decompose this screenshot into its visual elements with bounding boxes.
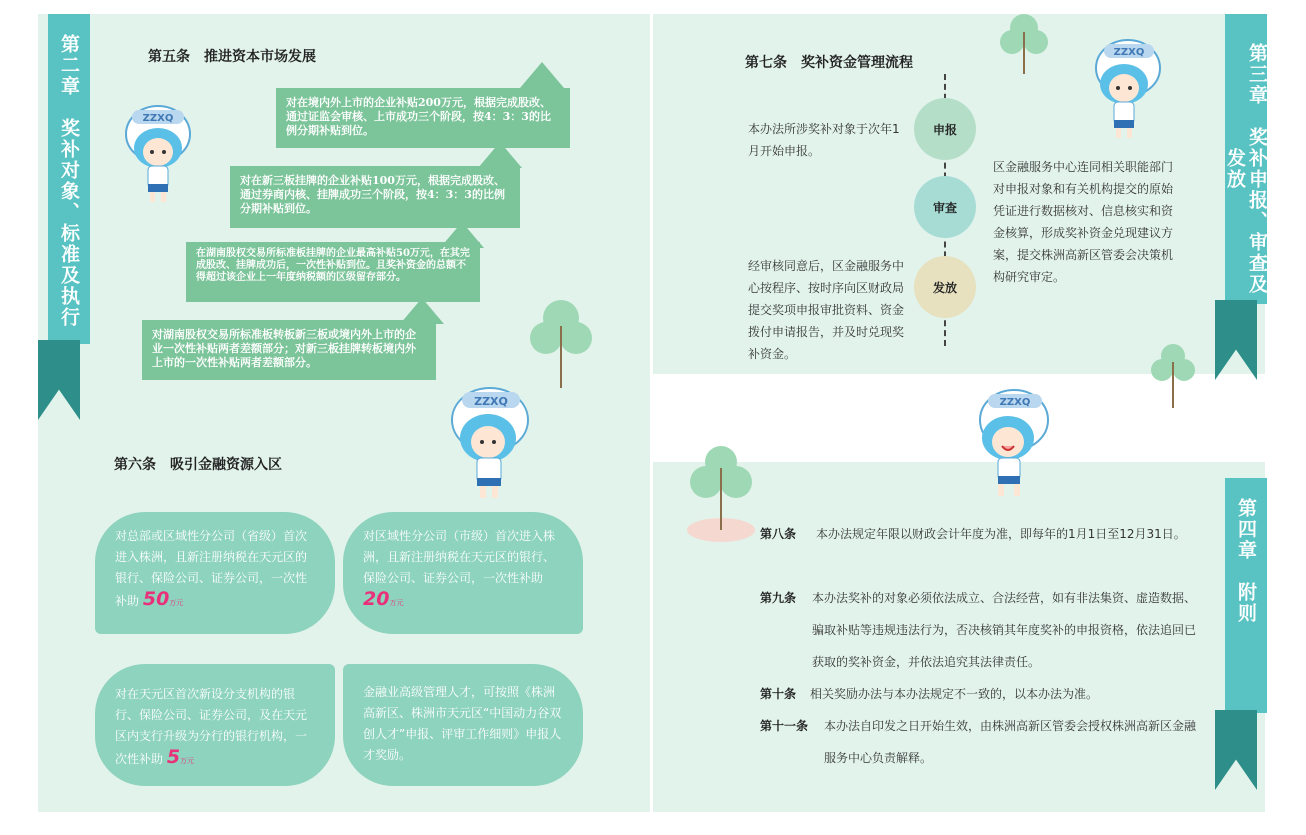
article-11 xyxy=(760,710,1200,774)
article-text: 本办法奖补的对象必须依法成立、合法经营，如有非法集资、虚造数据、骗取补贴等违规违法行为，否决核销其年度奖补的申报资格，依法追回已获取的奖补资金，并依法追究其法律责任。 xyxy=(812,591,1197,669)
chapter-4-banner: 第四章 附则 xyxy=(1225,478,1267,713)
mascot-icon xyxy=(118,100,198,204)
tree-icon xyxy=(998,8,1050,74)
mascot-logo: ZZXQ xyxy=(474,395,508,408)
subsidy-text: 对总部或区域性分公司（省级）首次进入株洲，且新注册纳税在天元区的银行、保险公司、证券公司，一次性补助 xyxy=(115,529,308,608)
pay-text: 经审核同意后，区金融服务中心按程序、按时序向区财政局提交奖项申报审批资料、资金拨付申请报告，并及时兑现奖补资金。 xyxy=(748,259,905,361)
article-label: 第十条 xyxy=(760,687,797,701)
subsidy-bubble-3 xyxy=(95,664,335,786)
apply-text: 本办法所涉奖补对象于次年1月开始申报。 xyxy=(748,122,900,158)
article-label: 第九条 xyxy=(760,591,797,605)
subsidy-unit: 万元 xyxy=(389,599,404,607)
article-8 xyxy=(760,518,1200,550)
chapter-2-banner: 第二章 奖补对象、标准及执行 xyxy=(48,14,90,344)
mascot-logo: ZZXQ xyxy=(999,397,1031,408)
mascot-logo: ZZXQ xyxy=(1113,47,1145,58)
mascot-icon xyxy=(1084,36,1166,140)
subsidy-text: 对区域性分公司（市级）首次进入株洲，且新注册纳税在天元区的银行、保险公司、证券公司，一次性补助 xyxy=(363,529,556,585)
tree-icon xyxy=(1148,340,1198,408)
subsidy-amount: 50 xyxy=(142,588,170,610)
mascot-logo: ZZXQ xyxy=(142,113,174,124)
article-10 xyxy=(760,678,1200,710)
subsidy-bubble-1 xyxy=(95,512,335,634)
article-5-box-3: 在湖南股权交易所标准板挂牌的企业最高补贴50万元，在其完成股改、挂牌成功后，一次性补贴到位。且奖补资金的总额不得超过该企业上一年度纳税额的区级留存部分。 xyxy=(186,242,480,302)
article-5-box-4: 对湖南股权交易所标准板转板新三板或境内外上市的企业一次性补贴两者差额部分；对新三板挂牌转板境内外上市的一次性补贴两者差额部分。 xyxy=(142,320,436,380)
article-text: 本办法自印发之日开始生效，由株洲高新区管委会授权株洲高新区金融服务中心负责解释。 xyxy=(824,719,1197,765)
step-pay: 发放 xyxy=(914,256,976,318)
article-label: 第十一条 xyxy=(760,719,809,733)
subsidy-bubble-4 xyxy=(343,664,583,786)
article-5-box-1: 对在境内外上市的企业补贴200万元，根据完成股改、通过证监会审核、上市成功三个阶段，按4：3：3的比例分期补贴到位。 xyxy=(276,88,570,148)
article-label: 第八条 xyxy=(760,527,797,541)
tree-icon xyxy=(528,296,594,388)
article-text: 本办法规定年限以财政会计年度为准，即每年的1月1日至12月31日。 xyxy=(816,527,1186,541)
subsidy-bubble-2 xyxy=(343,512,583,634)
article-5-box-2: 对在新三板挂牌的企业补贴100万元，根据完成股改、通过券商内核、挂牌成功三个阶段，按4：3：3的比例分期补贴到位。 xyxy=(230,166,520,228)
arrow-up-icon xyxy=(478,142,522,168)
subsidy-unit: 万元 xyxy=(180,757,195,765)
review-text: 区金融服务中心连同相关职能部门对申报对象和有关机构提交的原始凭证进行数据核对、信息核实和资金核算，形成奖补资金兑现建议方案，提交株洲高新区管委会决策机构研究审定。 xyxy=(993,160,1174,284)
chapter-3-banner: 第三章 奖补申报、审查及发放 xyxy=(1225,14,1267,304)
subsidy-amount: 5 xyxy=(166,746,181,768)
tree-icon xyxy=(684,442,758,542)
arrow-up-icon xyxy=(520,62,564,88)
mascot-icon xyxy=(440,380,536,502)
article-text: 相关奖励办法与本办法规定不一致的，以本办法为准。 xyxy=(810,687,1099,701)
step-review: 审查 xyxy=(914,176,976,238)
step-apply: 申报 xyxy=(914,98,976,160)
subsidy-amount: 20 xyxy=(363,588,390,610)
subsidy-text: 金融业高级管理人才，可按照《株洲高新区、株洲市天元区“中国动力谷双创人才”申报、评审工作细则》申报人才奖励。 xyxy=(363,685,562,762)
article-9 xyxy=(760,582,1200,678)
mascot-icon xyxy=(962,384,1054,500)
subsidy-text: 对在天元区首次新设分支机构的银行、保险公司、证券公司，及在天元区内支行升级为分行的银行机构，一次性补助 xyxy=(115,687,308,766)
article-7-title: 第七条 奖补资金管理流程 xyxy=(745,55,913,71)
subsidy-unit: 万元 xyxy=(169,599,184,607)
article-5-title: 第五条 推进资本市场发展 xyxy=(148,49,316,65)
article-6-title: 第六条 吸引金融资源入区 xyxy=(114,457,282,473)
